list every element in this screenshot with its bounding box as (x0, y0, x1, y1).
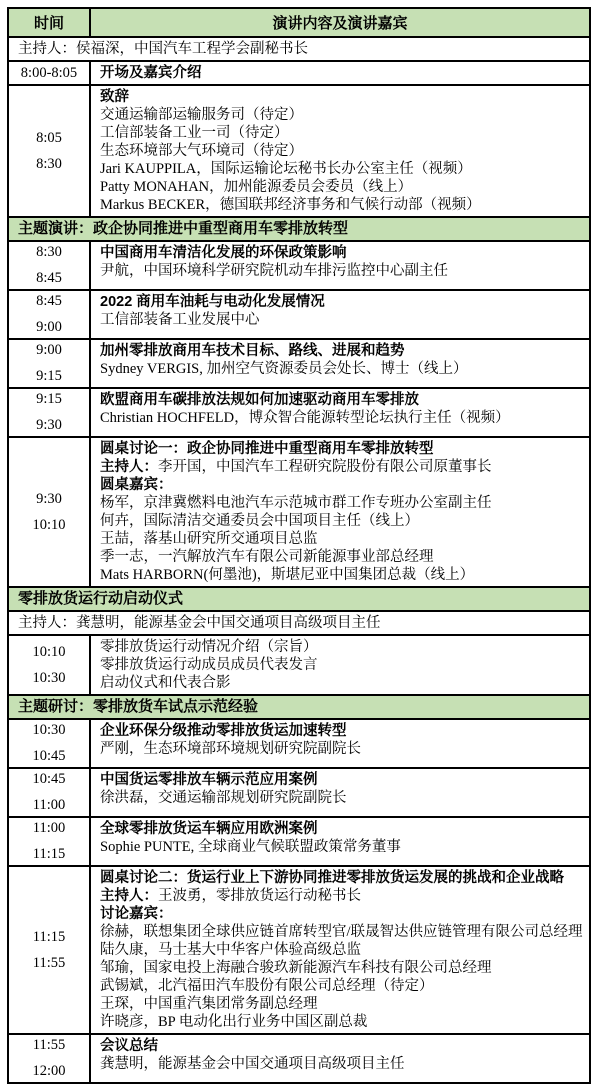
time-cell (9, 242, 91, 289)
time-value: 10:10 (32, 643, 66, 660)
time-value: 10:10 (32, 516, 66, 533)
agenda-line: 交通运输部运输服务司（待定） (100, 107, 303, 123)
content-cell (91, 818, 589, 865)
content-cell (91, 636, 589, 694)
section-header-row: 主题研讨：零排放货车试点示范经验 (9, 694, 589, 718)
time-value: 11:15 (32, 928, 66, 945)
content-cell (91, 1035, 589, 1082)
time-cell (9, 769, 91, 816)
time-value: 8:30 (36, 244, 62, 260)
content-column-header: 演讲内容及演讲嘉宾 (272, 15, 408, 32)
agenda-row (9, 289, 589, 338)
agenda-item-title: 欧盟商用车碳排放法规如何加速驱动商用车零排放 (100, 392, 419, 408)
agenda-item-title: 圆桌讨论一：政企协同推进中重型商用车零排放转型 (100, 441, 434, 457)
time-cell (9, 389, 91, 436)
time-value: 9:00 (36, 342, 62, 358)
agenda-line: 严刚，生态环境部环境规划研究院副院长 (100, 741, 361, 757)
agenda-line: 邹瑜，国家电投上海融合骏玖新能源汽车科技有限公司总经理 (100, 960, 492, 976)
agenda-item-title: 圆桌讨论二：货运行业上下游协同推进零排放货运发展的挑战和企业战略 (100, 870, 564, 886)
time-value: 9:30 (36, 417, 62, 433)
agenda-item-title: 中国商用车清洁化发展的环保政策影响 (100, 245, 347, 261)
agenda-line: 工信部装备工业发展中心 (100, 312, 260, 328)
time-cell (9, 438, 91, 586)
agenda-line: 武锡斌，北汽福田汽车股份有限公司总经理（待定） (100, 978, 434, 994)
time-value: 8:45 (36, 270, 62, 286)
time-value: 9:15 (36, 368, 62, 384)
moderator-row (9, 610, 589, 634)
agenda-rows (9, 36, 589, 1082)
moderator-label: 主持人： (100, 888, 158, 904)
time-cell (9, 340, 91, 387)
agenda-line: 生态环境部大气环境司（待定） (100, 143, 303, 159)
time-value: 11:00 (32, 820, 66, 836)
agenda-line: Patty MONAHAN，加州能源委员会委员（线上） (100, 179, 413, 195)
agenda-line: 徐洪磊，交通运输部规划研究院副院长 (100, 790, 347, 806)
agenda-item-title: 圆桌嘉宾： (100, 477, 173, 493)
agenda-row (9, 60, 589, 84)
content-cell (91, 769, 589, 816)
agenda-row (9, 767, 589, 816)
agenda-row (9, 634, 589, 694)
agenda-row (9, 865, 589, 1033)
content-cell (91, 340, 589, 387)
agenda-line: 王喆，落基山研究所交通项目总监 (100, 531, 318, 547)
agenda-line: 零排放货运行动情况介绍（宗旨） (100, 639, 318, 655)
agenda-line: Jari KAUPPILA，国际运输论坛秘书长办公室主任（视频） (100, 161, 472, 177)
agenda-row (9, 1033, 589, 1082)
time-value: 10:30 (32, 669, 66, 686)
agenda-line: 何卉，国际清洁交通委员会中国项目主任（线上） (100, 513, 419, 529)
time-cell (9, 720, 91, 767)
time-value: 8:00-8:05 (20, 64, 78, 81)
agenda-row (9, 387, 589, 436)
agenda-line: 许晓彦，BP 电动化出行业务中国区副总裁 (100, 1014, 368, 1030)
agenda-item-title: 全球零排放货运车辆应用欧洲案例 (100, 821, 318, 837)
agenda-row (9, 436, 589, 586)
time-value: 9:30 (36, 490, 62, 507)
agenda-item-title: 2022 商用车油耗与电动化发展情况 (100, 294, 325, 310)
section-header-row: 零排放货运行动启动仪式 (9, 586, 589, 610)
table-header-row (9, 9, 589, 36)
agenda-item-title: 讨论嘉宾： (100, 906, 173, 922)
time-value: 8:05 (36, 129, 62, 146)
agenda-line: 陆久康，马士基大中华客户体验高级总监 (100, 942, 361, 958)
time-cell (9, 818, 91, 865)
agenda-line: Sydney VERGIS, 加州空气资源委员会处长、博士（线上） (100, 361, 468, 377)
time-cell (9, 86, 91, 216)
agenda-line: Mats HARBORN(何墨池)，斯堪尼亚中国集团总裁（线上） (100, 567, 475, 583)
time-value: 10:30 (32, 722, 66, 738)
content-cell (91, 242, 589, 289)
time-value: 9:15 (36, 391, 62, 407)
agenda-line: 徐赫，联想集团全球供应链首席转型官/联晟智达供应链管理有限公司总经理 (100, 924, 583, 940)
time-value: 10:45 (32, 748, 66, 764)
time-cell (9, 1035, 91, 1082)
agenda-row (9, 816, 589, 865)
agenda-line: 尹航，中国环境科学研究院机动车排污监控中心副主任 (100, 263, 448, 279)
agenda-line: 杨军，京津冀燃料电池汽车示范城市群工作专班办公室副主任 (100, 495, 492, 511)
content-cell (91, 86, 589, 216)
agenda-item-title: 致辞 (100, 89, 129, 105)
agenda-line: 工信部装备工业一司（待定） (100, 125, 289, 141)
time-cell (9, 867, 91, 1033)
agenda-item-title: 会议总结 (100, 1038, 158, 1054)
time-cell (9, 62, 91, 84)
agenda-line: Sophie PUNTE, 全球商业气候联盟政策常务董事 (100, 839, 401, 855)
agenda-row (9, 240, 589, 289)
time-value: 9:00 (36, 319, 62, 335)
agenda-line: Markus BECKER，德国联邦经济事务和气候行动部（视频） (100, 197, 481, 213)
time-value: 11:15 (32, 846, 66, 862)
content-cell (91, 438, 589, 586)
agenda-line: 王琛，中国重汽集团常务副总经理 (100, 996, 318, 1012)
time-value: 8:45 (36, 293, 62, 309)
time-value: 8:30 (36, 155, 62, 172)
agenda-item-title: 加州零排放商用车技术目标、路线、进展和趋势 (100, 343, 405, 359)
agenda-item-title: 企业环保分级推动零排放货运加速转型 (100, 723, 347, 739)
agenda-line: 启动仪式和代表合影 (100, 675, 231, 691)
agenda-line: 季一志，一汽解放汽车有限公司新能源事业部总经理 (100, 549, 434, 565)
agenda-row (9, 718, 589, 767)
agenda-line: 零排放货运行动成员成员代表发言 (100, 657, 318, 673)
content-cell (91, 291, 589, 338)
agenda-line: 主持人：李开国，中国汽车工程研究院股份有限公司原董事长 (100, 459, 492, 475)
agenda-row (9, 84, 589, 216)
agenda-line: 主持人：龚慧明，能源基金会中国交通项目高级项目主任 (18, 615, 381, 631)
agenda-row (9, 338, 589, 387)
content-cell (91, 867, 589, 1033)
section-header-row: 主题演讲：政企协同推进中重型商用车零排放转型 (9, 216, 589, 240)
agenda-line: 主持人：王波勇，零排放货运行动秘书长 (100, 888, 361, 904)
content-cell (91, 389, 589, 436)
time-column-header: 时间 (9, 9, 91, 36)
content-cell (91, 62, 589, 84)
time-cell (9, 291, 91, 338)
agenda-line: 龚慧明，能源基金会中国交通项目高级项目主任 (100, 1056, 405, 1072)
agenda-line: 主持人：侯福深，中国汽车工程学会副秘书长 (18, 41, 308, 57)
moderator-label: 主持人： (100, 459, 158, 475)
agenda-line: Christian HOCHFELD，博众智合能源转型论坛执行主任（视频） (100, 410, 510, 426)
time-value: 10:45 (32, 771, 66, 787)
time-value: 11:55 (32, 954, 66, 971)
time-value: 11:55 (32, 1037, 66, 1053)
time-cell (9, 636, 91, 694)
agenda-table (7, 7, 591, 1084)
time-value: 11:00 (32, 797, 66, 813)
time-value: 12:00 (32, 1063, 66, 1079)
agenda-item-title: 开场及嘉宾介绍 (100, 65, 202, 81)
moderator-row (9, 36, 589, 60)
agenda-item-title: 中国货运零排放车辆示范应用案例 (100, 772, 318, 788)
content-cell (91, 720, 589, 767)
